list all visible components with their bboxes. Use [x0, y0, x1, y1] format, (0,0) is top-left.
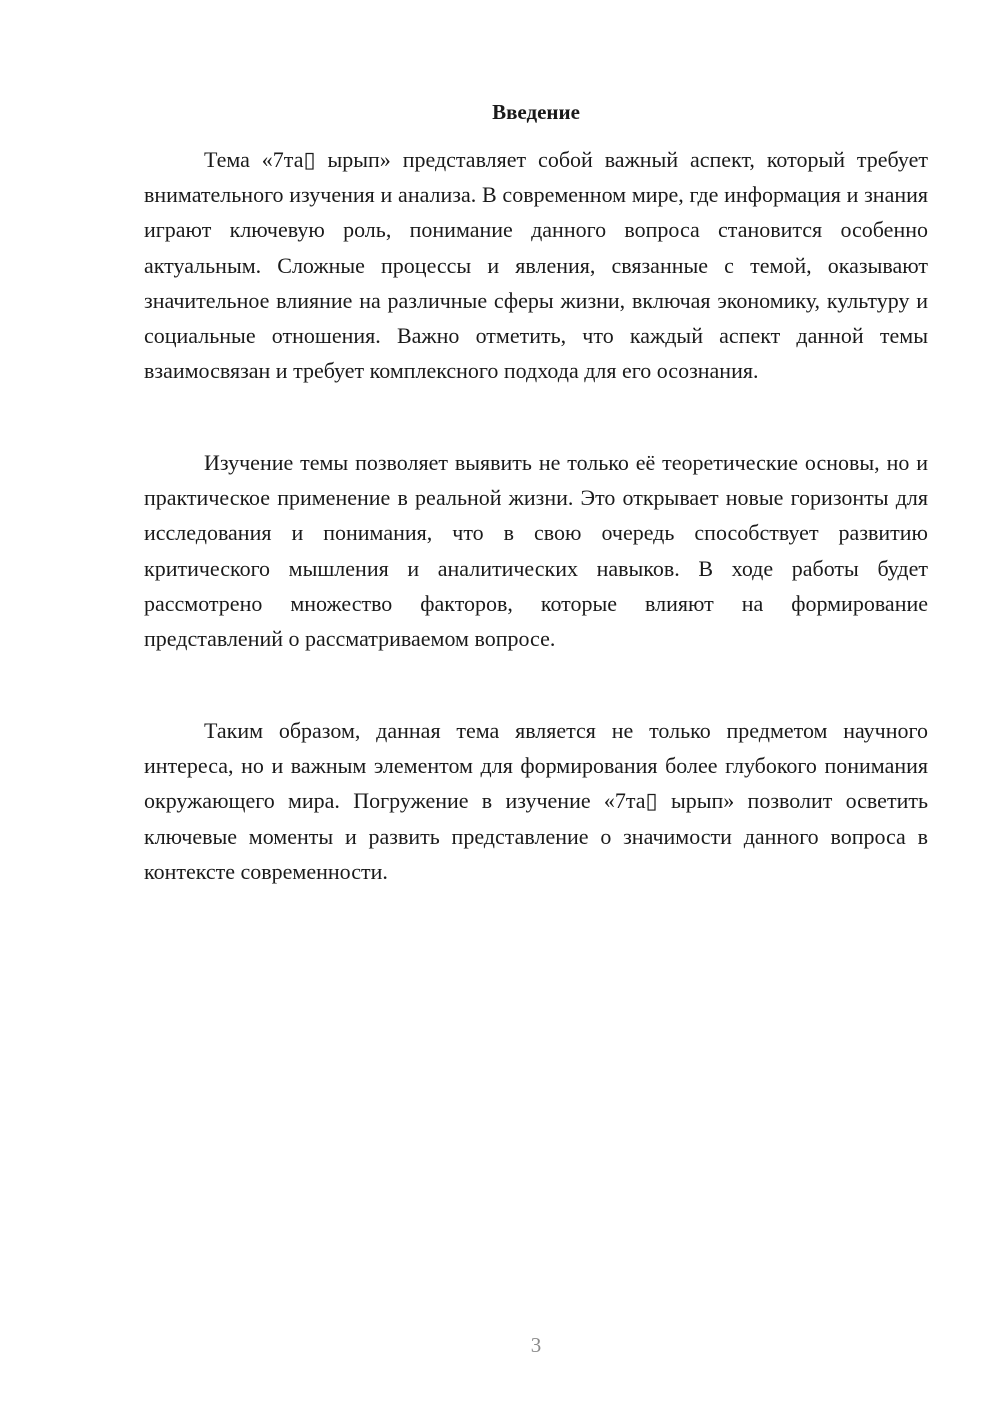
page-number: 3: [530, 1333, 542, 1357]
paragraph-3: Таким образом, данная тема является не только предметом научного интереса, но и важным элементом для формирования более глубокого понимания окружающего мира. Погружение в изучение «7та▯ ырып» позволит осветить ключевые моменты и развить представление о значимости данного вопроса в контексте современности.: [144, 718, 928, 884]
paragraph-2: Изучение темы позволяет выявить не только её теоретические основы, но и практическое применение в реальной жизни. Это открывает новые горизонты для исследования и понимания, что в свою очередь способствует развитию критического мышления и аналитических навыков. В ходе работы будет рассмотрено множество факторов, которые влияют на формирование представлений о рассматриваемом вопросе.: [144, 450, 928, 652]
section-heading: Введение: [492, 100, 580, 124]
paragraph-1: Тема «7та▯ ырып» представляет собой важный аспект, который требует внимательного изучения и анализа. В современном мире, где информация и знания играют ключевую роль, понимание данного вопроса становится особенно актуальным. Сложные процессы и явления, связанные с темой, оказывают значительное влияние на различные сферы жизни, включая экономику, культуру и социальные отношения. Важно отметить, что каждый аспект данной темы взаимосвязан и требует комплексного подхода для его осознания.: [144, 147, 928, 384]
